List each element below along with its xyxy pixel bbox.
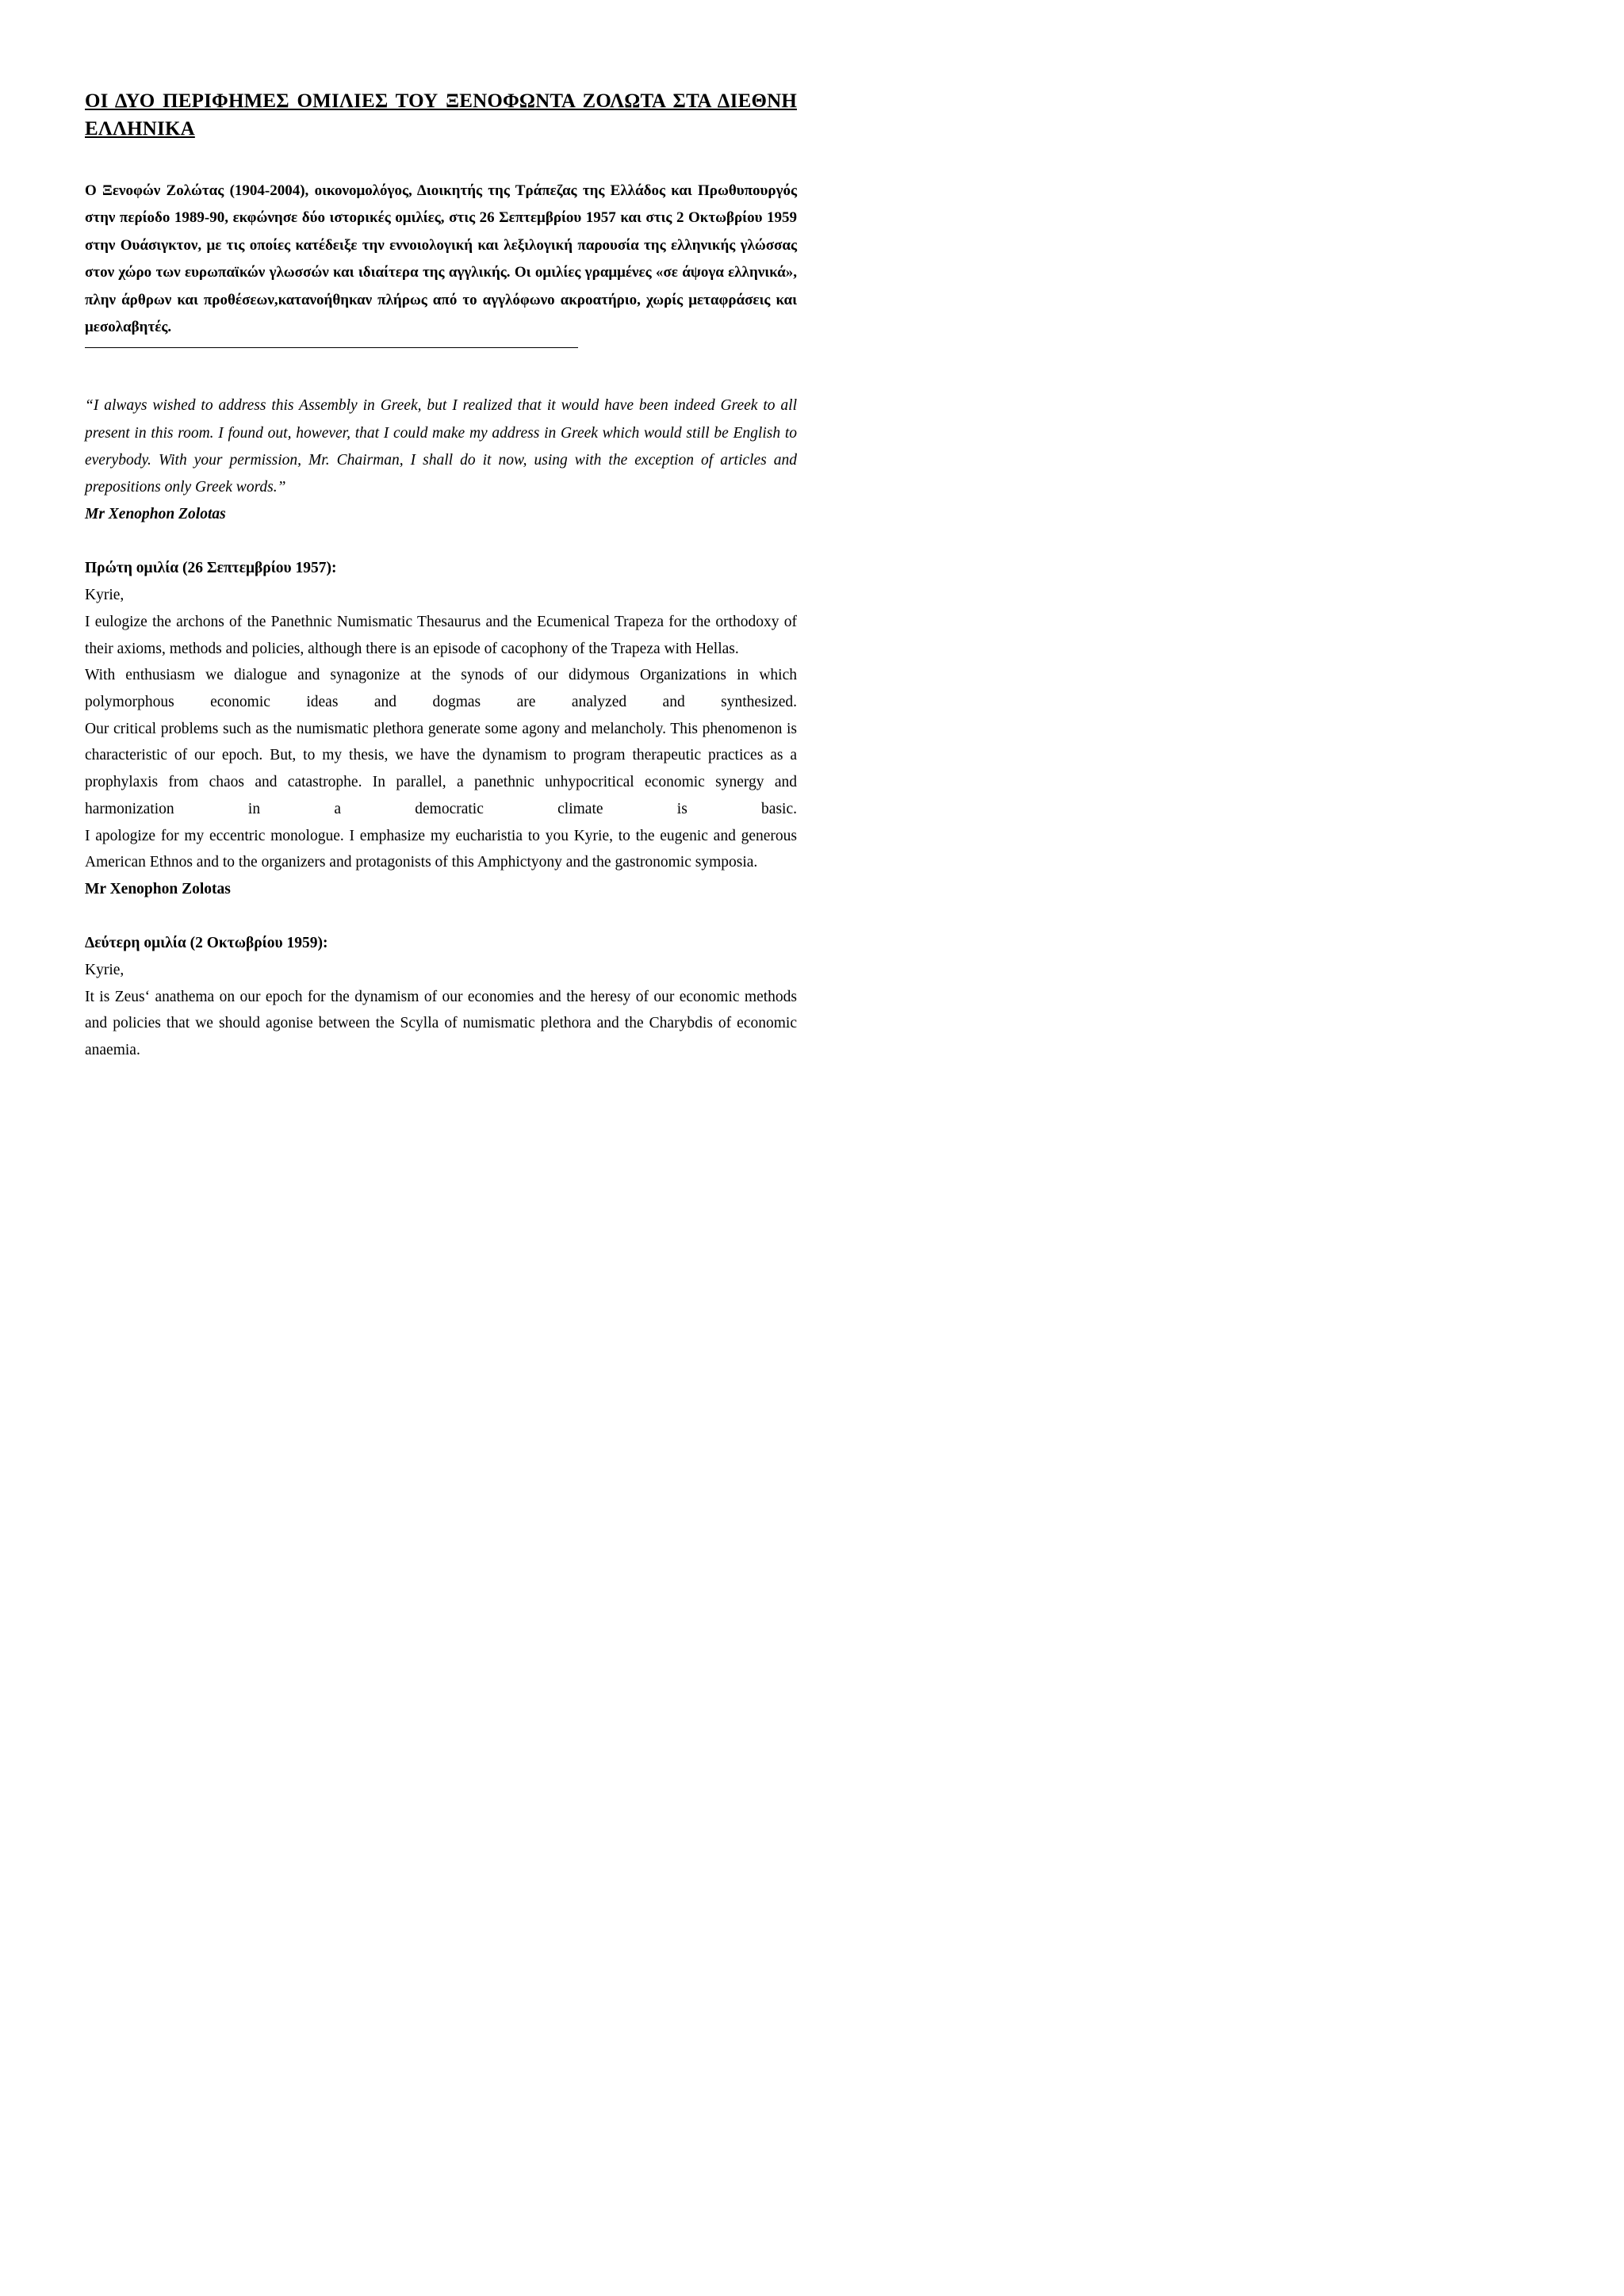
zolotas-quote: “I always wished to address this Assembly in Greek, but I realized that it would have been indeed Greek to all present in this room. I found out, however, that I could make my address in Greek which would still be English to everybody. With your permission, Mr. Chairman, I shall do it now, using with the exception of articles and prepositions only Greek words.”: [85, 397, 797, 496]
document-page: [85, 87, 797, 1064]
speech2-salutation: Kyrie,: [85, 961, 124, 978]
separator-rule: [85, 347, 578, 348]
speech1-paragraph: I eulogize the archons of the Panethnic Numismatic Thesaurus and the Ecumenical Trapeza for the orthodoxy of their axioms, methods and policies, although there is an episode of cacophony of the Trapeza with Hellas.: [85, 613, 797, 657]
speech1-signature: Mr Xenophon Zolotas: [85, 880, 231, 897]
speech1-paragraph: With enthusiasm we dialogue and synagonize at the synods of our didymous Organizations in which polymorphous economic ideas and dogmas are analyzed and synthesized.: [85, 667, 797, 711]
speech1-paragraph: I apologize for my eccentric monologue. I emphasize my eucharistia to you Kyrie, to the eugenic and generous American Ethnos and to the organizers and protagonists of this Amphictyony and the gastronomic symposia.: [85, 827, 797, 871]
document-title: ΟΙ ΔΥΟ ΠΕΡΙΦΗΜΕΣ ΟΜΙΛΙΕΣ ΤΟΥ ΞΕΝΟΦΩΝΤΑ ΖΟΛΩΤΑ ΣΤΑ ΔΙΕΘΝΗ ΕΛΛΗΝΙΚΑ: [85, 90, 797, 140]
quote-signature: Mr Xenophon Zolotas: [85, 506, 226, 523]
speech1-heading: Πρώτη ομιλία (26 Σεπτεμβρίου 1957):: [85, 560, 337, 577]
intro-paragraph: Ο Ξενοφών Ζολώτας (1904-2004), οικονομολόγος, Διοικητής της Τράπεζας της Ελλάδος και Πρωθυπουργός στην περίοδο 1989-90, εκφώνησε δύο ιστορικές ομιλίες, στις 26 Σεπτεμβρίου 1957 και στις 2 Οκτωβρίου 1959 στην Ουάσιγκτον, με τις οποίες κατέδειξε την εννοιολογική και λεξιλογική παρουσία της ελληνικής γλώσσας στον χώρο των ευρωπαϊκών γλωσσών και ιδιαίτερα της αγγλικής. Οι ομιλίες γραμμένες «σε άψογα ελληνικά», πλην άρθρων και προθέσεων,κατανοήθηκαν πλήρως από το αγγλόφωνο ακροατήριο, χωρίς μεταφράσεις και μεσολαβητές.: [85, 182, 797, 336]
speech1-salutation: Kyrie,: [85, 587, 124, 604]
speech2-heading: Δεύτερη ομιλία (2 Οκτωβρίου 1959):: [85, 934, 328, 951]
speech1-paragraph: Our critical problems such as the numismatic plethora generate some agony and melancholy. This phenomenon is characteristic of our epoch. But, to my thesis, we have the dynamism to program therapeutic practices as a prophylaxis from chaos and catastrophe. In parallel, a panethnic unhypocritical economic synergy and harmonization in a democratic climate is basic.: [85, 720, 797, 817]
speech2-paragraph: It is Zeus‘ anathema on our epoch for the dynamism of our economies and the heresy of our economic methods and policies that we should agonise between the Scylla of numismatic plethora and the Charybdis of economic anaemia.: [85, 988, 797, 1059]
